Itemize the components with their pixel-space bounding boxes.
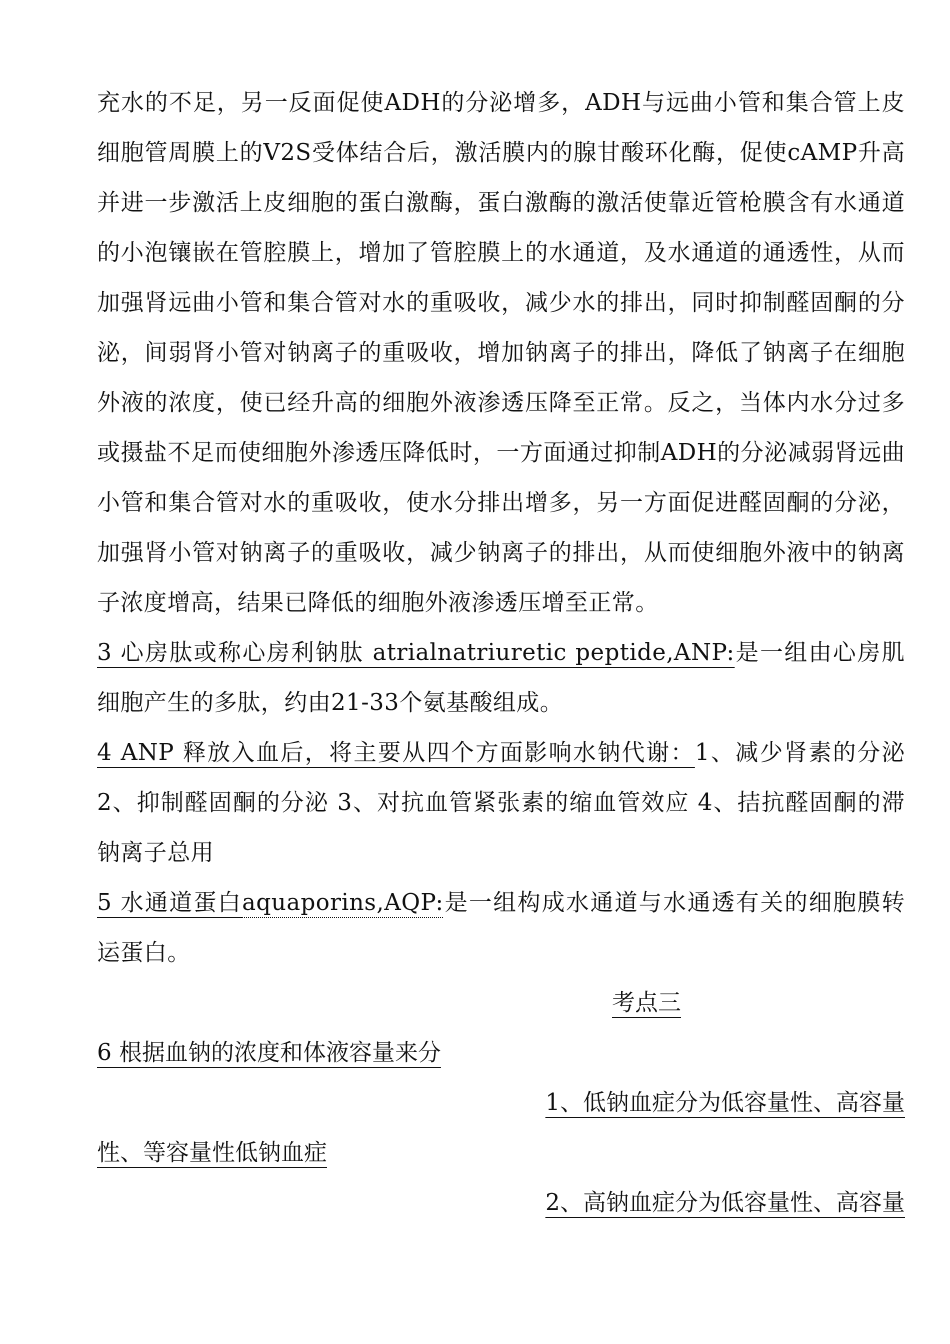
- document-page: [97, 78, 905, 1228]
- item-4-paragraph: [97, 728, 905, 878]
- section-title-line: [97, 978, 905, 1028]
- section-title: 考点三: [612, 990, 681, 1016]
- item-5-term: 5 水通道蛋白: [97, 890, 243, 916]
- hypernatremia-line-1: [97, 1178, 905, 1228]
- item-3-paragraph: [97, 628, 905, 728]
- item-5-paragraph: [97, 878, 905, 978]
- item-5-definition: 是一组构成水通道与水通透有关的细胞膜转运蛋白。: [97, 890, 905, 966]
- item-6-line: [97, 1028, 905, 1078]
- item-3-term: 3 心房肽或称心房利钠肽 atrialnatriuretic peptide,ANP:: [97, 640, 735, 666]
- hyponatremia-text-1: 1、低钠血症分为低容量性、高容量: [545, 1090, 905, 1116]
- item-6-heading: 6 根据血钠的浓度和体液容量来分: [97, 1040, 441, 1066]
- item-4-list: 1、减少肾素的分泌 2、抑制醛固酮的分泌 3、对抗血管紧张素的缩血管效应 4、拮抗醛固酮的滞钠离子总用: [97, 740, 906, 866]
- item-3-definition: 是一组由心房肌细胞产生的多肽，约由21-33个氨基酸组成。: [97, 640, 905, 716]
- hypernatremia-text-1: 2、高钠血症分为低容量性、高容量: [545, 1190, 905, 1216]
- hyponatremia-line-1: [97, 1078, 905, 1128]
- hyponatremia-text-2: 性、等容量性低钠血症: [97, 1140, 327, 1166]
- hyponatremia-line-2: [97, 1128, 905, 1178]
- item-5-term-english: aquaporins,AQP:: [242, 890, 444, 916]
- item-4-lead: 4 ANP 释放入血后，将主要从四个方面影响水钠代谢：: [97, 740, 695, 766]
- body-paragraph: 充水的不足，另一反面促使ADH的分泌增多，ADH与远曲小管和集合管上皮细胞管周膜上的V2S受体结合后，激活膜内的腺甘酸环化酶，促使cAMP升高并进一步激活上皮细胞的蛋白激酶，蛋白激酶的激活使靠近管枪膜含有水通道的小泡镶嵌在管腔膜上，增加了管腔膜上的水通道，及水通道的通透性，从而加强肾远曲小管和集合管对水的重吸收，减少水的排出，同时抑制醛固酮的分泌，间弱肾小管对钠离子的重吸收，增加钠离子的排出，降低了钠离子在细胞外液的浓度，使已经升高的细胞外液渗透压降至正常。反之，当体内水分过多或摄盐不足而使细胞外渗透压降低时，一方面通过抑制ADH的分泌减弱肾远曲小管和集合管对水的重吸收，使水分排出增多，另一方面促进醛固酮的分泌，加强肾小管对钠离子的重吸收，减少钠离子的排出，从而使细胞外液中的钠离子浓度增高，结果已降低的细胞外液渗透压增至正常。: [97, 90, 905, 616]
